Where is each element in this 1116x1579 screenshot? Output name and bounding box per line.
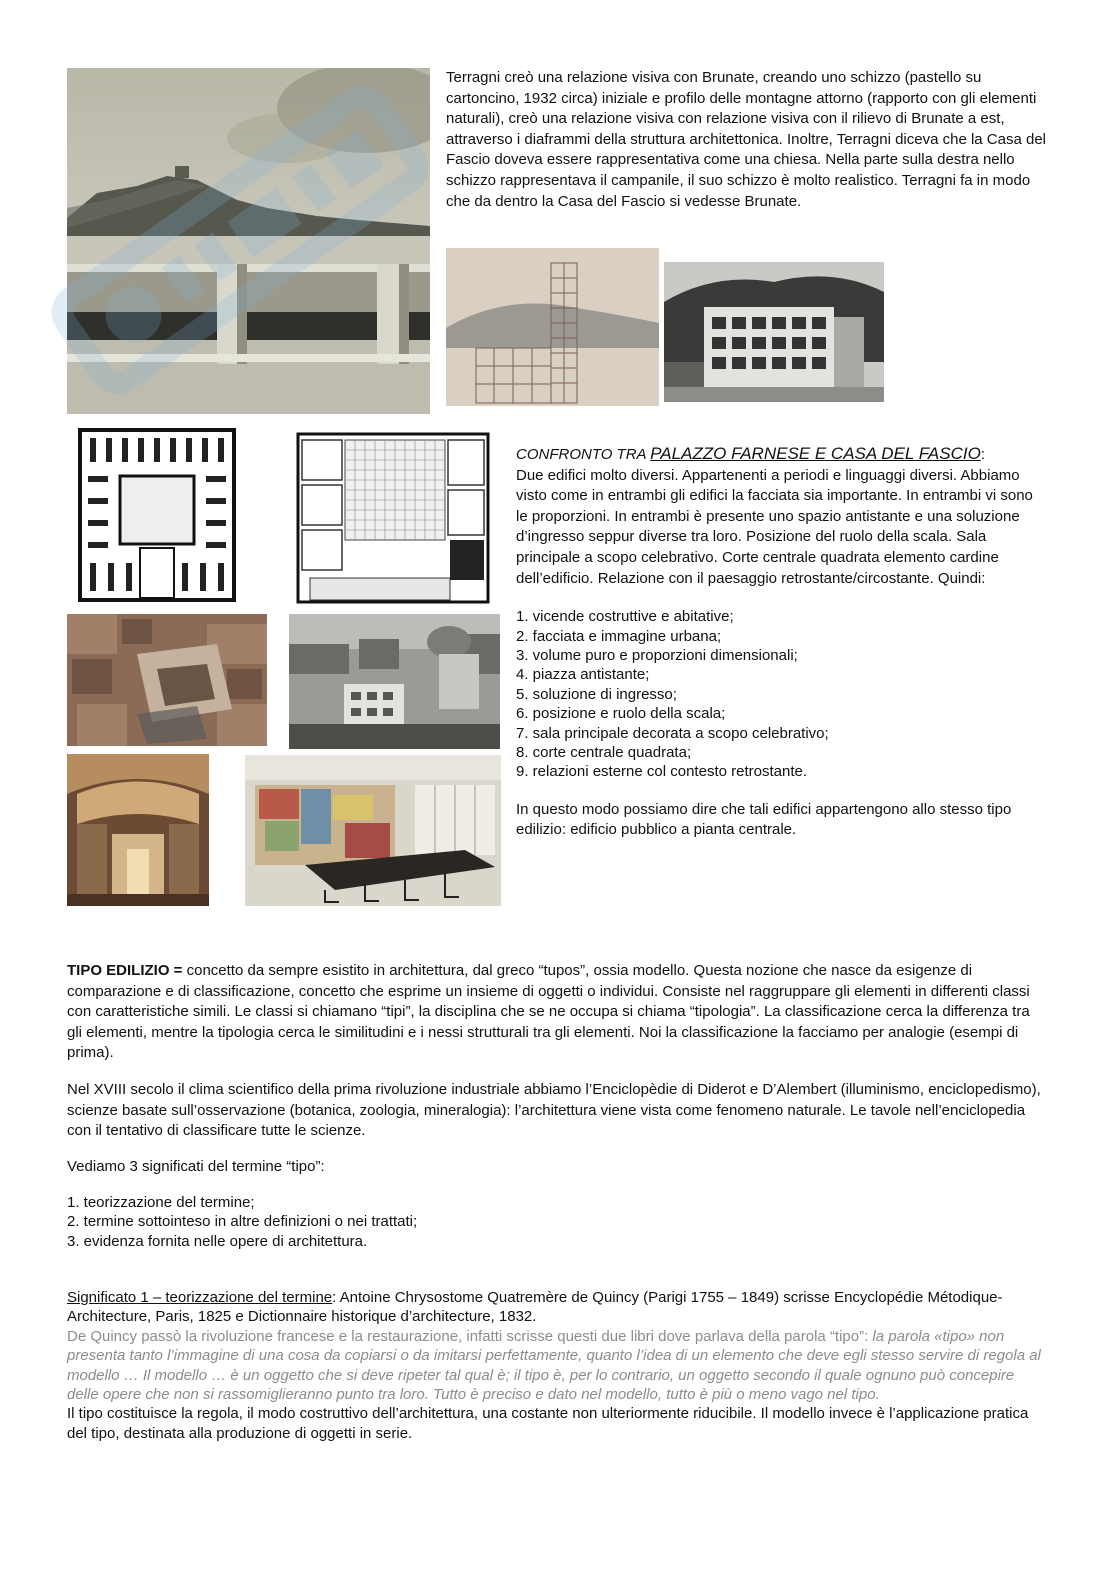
list-item: 1. vicende costruttive e abitative; [516, 608, 734, 626]
list-item: 8. corte centrale quadrata; [516, 744, 692, 761]
list-item: 3. volume puro e proporzioni dimensionali; [516, 646, 798, 664]
casa-del-fascio-photo [664, 262, 884, 402]
casa-del-fascio-plan [290, 430, 496, 606]
significati-list [67, 1193, 1047, 1251]
confronto-section [516, 444, 1046, 841]
significato1-body: : Antoine Chrysostome Quatremère de Quincy (Parigi 1755 – 1849) scrisse Encyclopédie Métodique-Architecture, Paris, 1825 e Dictionnaire historique d’architecture, 1832. [67, 1289, 1003, 1326]
xviii-paragraph: Nel XVIII secolo il clima scientifico della prima rivoluzione industriale abbiamo l’Enciclopèdie di Diderot e D’Alembert (illuminismo, enciclopedismo), scienze basate sull’osservazione (botanica, zoologia, mineralogia): l’architettura viene vista come fenomeno naturale. Le tavole nell’enciclopedia con il tentativo di classificare tutte le scienze. [67, 1081, 1041, 1140]
significato1-heading: Significato 1 – teorizzazione del termine [67, 1289, 333, 1306]
brunate-paragraph: Terragni creò una relazione visiva con Brunate, creando uno schizzo (pastello su cartoncino, 1932 circa) iniziale e profilo delle montagne attorno (rapporto con gli elementi naturali), creò una relazione visiva con relazione visiva con il rilievo di Brunate a est, attraverso i diaframmi della struttura architettonica. Inoltre, Terragni diceva che la Casa del Fascio doveva essere rappresentativa come una chiesa. Nella parte sulla destra nello schizzo rappresentava il campanile, il suo schizzo è molto realistico. Terragni fa in modo che da dentro la Casa del Fascio si vedesse Brunate. [446, 69, 1047, 210]
confronto-body: Due edifici molto diversi. Appartenenti a periodi e linguaggi diversi. Abbiamo visto come in entrambi gli edifici la facciata sia importante. In entrambi vi sono le proporzioni. In entrambi è presente uno spazio antistante e una soluzione d’ingresso seppur diverse tra loro. Posizione del ruolo della scala. Sala principale a scopo celebrativo. Corte centrale quadrata elemento cardine dell’edificio. Relazione con il paesaggio retrostante/circostante. Quindi: [516, 466, 1033, 587]
brunate-sketch-image [67, 68, 430, 414]
tipo-edilizio-term: TIPO EDILIZIO = [67, 962, 183, 979]
significato1-closing: Il tipo costituisce la regola, il modo costruttivo dell’architettura, una costante non ulteriormente riducibile. Il modello invece è l’applicazione pratica del tipo, destinata alla produzione di oggetti in serie. [67, 1405, 1029, 1442]
list-item: 6. posizione e ruolo della scala; [516, 705, 726, 723]
palazzo-farnese-aerial-photo [67, 614, 267, 746]
list-item: 3. evidenza fornita nelle opere di architettura. [67, 1232, 368, 1250]
campanile-sketch-image [446, 248, 659, 406]
farnese-frescoed-hall-photo [67, 754, 209, 906]
significati-intro: Vediamo 3 significati del termine “tipo”: [67, 1158, 325, 1175]
casa-del-fascio-meeting-room-photo [245, 755, 501, 906]
tipo-edilizio-paragraph [67, 961, 1047, 1064]
confronto-subject: PALAZZO FARNESE E CASA DEL FASCIO [650, 444, 981, 463]
como-historic-photo [289, 614, 500, 749]
list-item: 4. piazza antistante; [516, 666, 650, 684]
list-item: 5. soluzione di ingresso; [516, 685, 677, 703]
list-item: 2. termine sottointeso in altre definizioni o nei trattati; [67, 1213, 418, 1231]
palazzo-farnese-plan [78, 428, 236, 602]
list-item: 9. relazioni esterne col contesto retrostante. [516, 763, 807, 781]
tipo-edilizio-body: concetto da sempre esistito in architettura, dal greco “tupos”, ossia modello. Questa nozione che nasce da esigenze di comparazione e di classificazione, concetto che esprime un insieme di oggetti o individui. Consiste nel raggruppare gli elementi in differenti classi con caratteristiche simili. Le classi si chiamano “tipi”, la disciplina che se ne occupa si chiama “tipologia”. La classificazione cerca la differenza tra gli elementi, mentre la tipologia cerca le similitudini e i nessi strutturali tra gli elementi. Noi la classificazione la facciamo per analogie (esempi di prima). [67, 962, 1030, 1062]
confronto-prefix: CONFRONTO TRA [516, 446, 651, 463]
confronto-suffix: : [980, 446, 985, 463]
quincy-intro: De Quincy passò la rivoluzione francese e la restaurazione, infatti scrisse questi due libri dove parlava della parola “tipo”: [67, 1327, 873, 1345]
significato1-intro [67, 1288, 1047, 1327]
confronto-list [516, 607, 1046, 782]
list-item: 1. teorizzazione del termine; [67, 1194, 255, 1211]
quincy-quote [67, 1327, 1047, 1405]
quincy-quote-text: la parola «tipo» non presenta tanto l’immagine di una cosa da copiarsi o da imitarsi perfettamente, quanto l’idea di un elemento che deve egli stesso servire di regola al modello … Il modello … è un oggetto che si deve ripeter tal qual è; il tipo è, per lo contrario, un oggetto secondo il quale ognuno può concepire delle opere che non si rassomiglieranno punto tra loro. Tutto è preciso e dato nel modello, tutto è più o meno vago nel tipo. [67, 1327, 1041, 1404]
significato1-section [67, 1288, 1047, 1443]
confronto-heading [516, 444, 1046, 466]
list-item: 2. facciata e immagine urbana; [516, 627, 722, 645]
list-item: 7. sala principale decorata a scopo celebrativo; [516, 724, 829, 742]
confronto-conclusion: In questo modo possiamo dire che tali edifici appartengono allo stesso tipo edilizio: edificio pubblico a pianta centrale. [516, 800, 1012, 839]
